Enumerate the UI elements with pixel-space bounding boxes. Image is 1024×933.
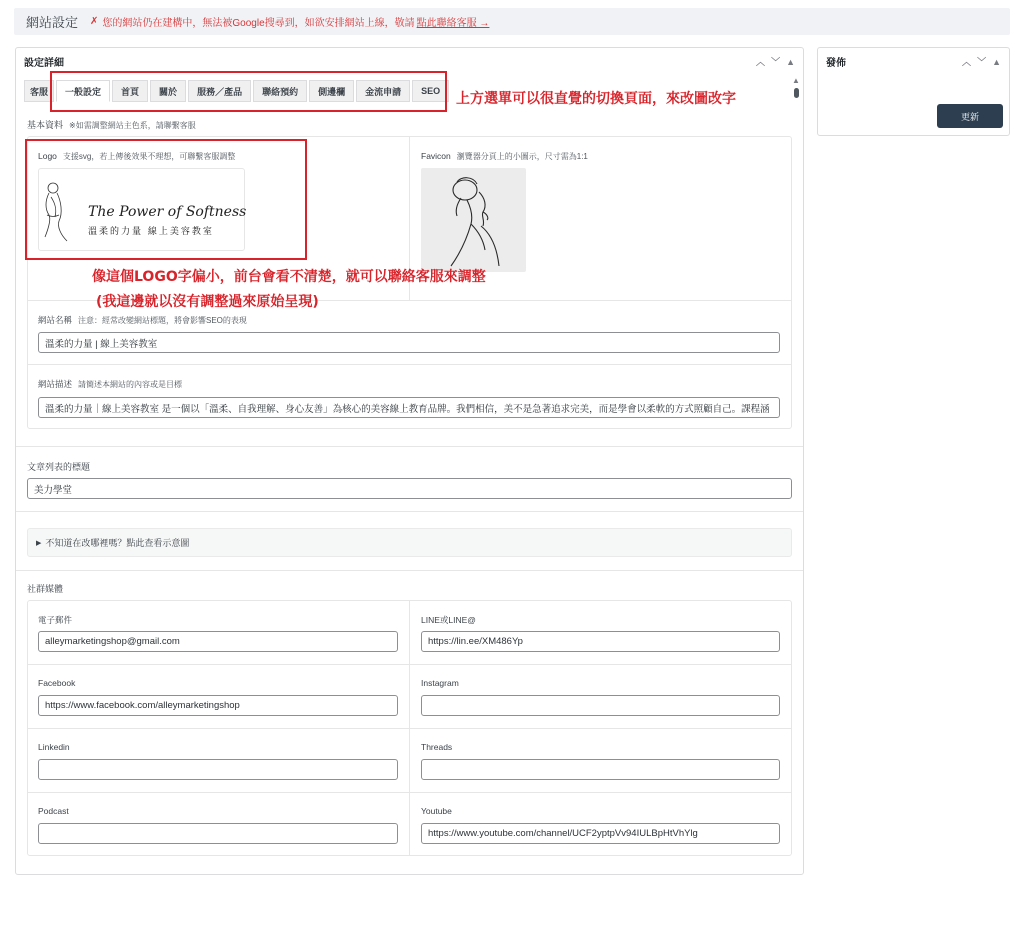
article-title-input[interactable] — [27, 478, 792, 499]
instagram-label: Instagram — [421, 678, 459, 688]
chevron-up-icon[interactable]: ︿ — [962, 57, 972, 67]
contact-support-link[interactable]: 點此聯絡客服 → — [416, 18, 490, 29]
tab-payment[interactable]: 金流申請 — [356, 80, 410, 102]
threads-label: Threads — [421, 742, 453, 752]
line-field[interactable] — [421, 631, 780, 652]
construction-warning: 您的網站仍在建構中，無法被Google搜尋到，如欲安排網站上線，敬請 — [102, 18, 415, 29]
favicon-upload[interactable] — [421, 168, 526, 272]
podcast-label: Podcast — [38, 806, 69, 816]
hint-text: 不知道在改哪裡嗎？點此查看示意圖 — [45, 538, 190, 548]
instagram-field[interactable] — [421, 695, 780, 716]
favicon-label: Favicon 瀏覽器分頁上的小圖示，尺寸需為1:1 — [421, 151, 588, 161]
chevron-down-icon[interactable]: ﹀ — [771, 57, 781, 67]
linkedin-field[interactable] — [38, 759, 398, 780]
tabs-highlight-box — [50, 71, 447, 112]
logo-text-main: The Power of Softness — [88, 204, 246, 220]
scroll-up-icon[interactable]: ▲ — [792, 76, 800, 85]
x-icon: ✗ — [90, 16, 99, 27]
tabs-scrollbar[interactable] — [792, 76, 800, 98]
panel-title: 設定詳細 — [24, 58, 64, 69]
divider — [28, 364, 791, 365]
logo-label: Logo 支援svg，若上傳後效果不理想，可聯繫客服調整 — [38, 151, 236, 161]
email-field[interactable] — [38, 631, 398, 652]
tab-support[interactable]: 客服 — [24, 80, 54, 102]
logo-annotation-1: 像這個LOGO字偏小，前台會看不清楚，就可以聯絡客服來調整 — [92, 269, 486, 285]
divider — [16, 570, 803, 571]
logo-annotation-2: (我這邊就以沒有調整過來原始呈現) — [96, 294, 319, 310]
site-name-label: 網站名稱 注意：經常改變網站標題，將會影響SEO的表現 — [38, 315, 247, 325]
site-desc-input[interactable] — [38, 397, 780, 418]
tab-seo[interactable]: SEO — [412, 80, 449, 102]
divider — [16, 446, 803, 447]
logo-text-sub: 溫柔的力量 線上美容教室 — [88, 227, 214, 237]
site-name-note: 注意：經常改變網站標題，將會影響SEO的表現 — [78, 316, 247, 325]
site-name-input[interactable] — [38, 332, 780, 353]
site-desc-label: 網站描述 請簡述本網站的內容或是目標 — [38, 379, 183, 389]
chevron-down-icon[interactable]: ﹀ — [977, 57, 987, 67]
chevron-up-icon[interactable]: ︿ — [756, 57, 766, 67]
tab-sidebar[interactable]: 側邊欄 — [309, 80, 354, 102]
site-desc-note: 請簡述本網站的內容或是目標 — [78, 380, 183, 389]
social-label: 社群媒體 — [27, 584, 64, 594]
facebook-field[interactable] — [38, 695, 398, 716]
scroll-thumb[interactable] — [794, 88, 799, 98]
youtube-field[interactable] — [421, 823, 780, 844]
publish-title: 發佈 — [826, 58, 846, 69]
update-button[interactable]: 更新 — [937, 104, 1003, 128]
logo-highlight-box — [25, 139, 307, 260]
site-notice-bar — [14, 8, 1010, 35]
tab-about[interactable]: 關於 — [150, 80, 186, 102]
tab-home[interactable]: 首頁 — [112, 80, 148, 102]
article-title-label: 文章列表的標題 — [27, 462, 91, 472]
page-title: 網站設定 — [26, 15, 79, 30]
divider — [28, 792, 791, 793]
logo-note: 支援svg，若上傳後效果不理想，可聯繫客服調整 — [62, 152, 236, 161]
hint-toggle[interactable] — [27, 528, 792, 557]
podcast-field[interactable] — [38, 823, 398, 844]
triangle-right-icon: ▶ — [36, 539, 42, 547]
collapse-toggle-icon[interactable]: ▲ — [992, 56, 1001, 67]
threads-field[interactable] — [421, 759, 780, 780]
email-label: 電子郵件 — [38, 615, 73, 625]
divider — [16, 511, 803, 512]
divider — [28, 728, 791, 729]
facebook-label: Facebook — [38, 678, 76, 688]
youtube-label: Youtube — [421, 806, 452, 816]
favicon-note: 瀏覽器分頁上的小圖示，尺寸需為1:1 — [456, 152, 588, 161]
linkedin-label: Linkedin — [38, 742, 70, 752]
tab-general[interactable]: 一般設定 — [56, 80, 110, 102]
tabs-annotation: 上方選單可以很直覺的切換頁面，來改圖改字 — [456, 91, 736, 107]
divider — [28, 664, 791, 665]
favicon-image — [421, 168, 526, 272]
basic-info-note: ※如需調整網站主色系，請聯繫客服 — [69, 121, 196, 130]
line-label: LINE或LINE@ — [421, 615, 476, 625]
tab-contact-booking[interactable]: 聯絡預約 — [253, 80, 307, 102]
collapse-toggle-icon[interactable]: ▲ — [786, 56, 795, 67]
tab-services[interactable]: 服務／產品 — [188, 80, 251, 102]
basic-info-label: 基本資料 ※如需調整網站主色系，請聯繫客服 — [27, 120, 196, 130]
